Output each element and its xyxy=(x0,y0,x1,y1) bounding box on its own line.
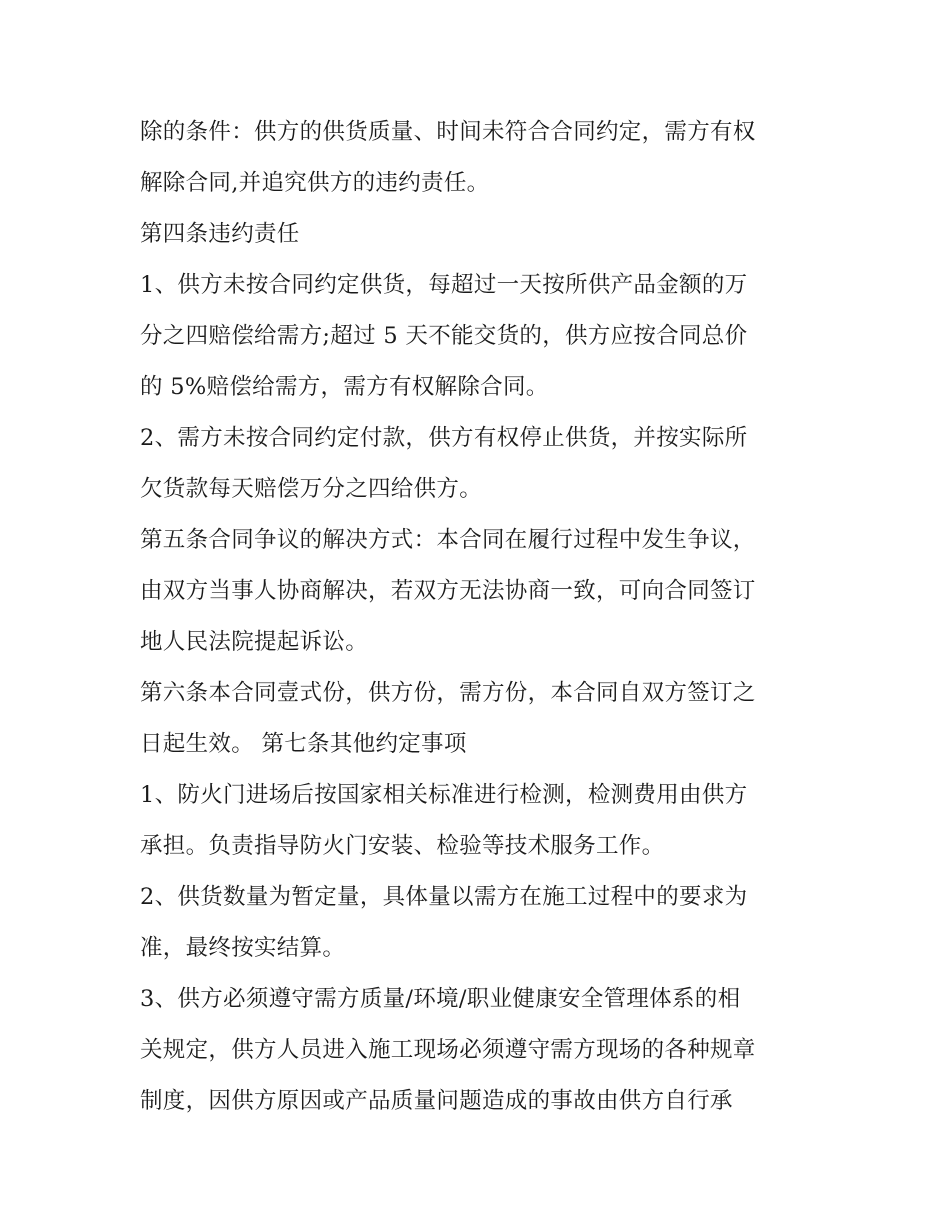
text-line: 第六条本合同壹式份，供方份，需方份，本合同自双方签订之 xyxy=(140,680,756,706)
text-line: 由双方当事人协商解决，若双方无法协商一致，可向合同签订 xyxy=(140,578,756,604)
text-line: 地人民法院提起诉讼。 xyxy=(140,629,369,655)
text-line: 制度，因供方原因或产品质量问题造成的事故由供方自行承 xyxy=(140,1088,733,1114)
text-line: 分之四赔偿给需方;超过 5 天不能交货的，供方应按合同总价 xyxy=(140,323,748,349)
text-line: 2、供货数量为暂定量，具体量以需方在施工过程中的要求为 xyxy=(140,884,748,910)
text-line: 日起生效。 第七条其他约定事项 xyxy=(140,731,467,757)
text-line: 1、供方未按合同约定供货，每超过一天按所供产品金额的万 xyxy=(140,272,748,298)
text-line: 第五条合同争议的解决方式：本合同在履行过程中发生争议， xyxy=(140,527,756,553)
text-line: 承担。负责指导防火门安装、检验等技术服务工作。 xyxy=(140,833,665,859)
section-heading: 第四条违约责任 xyxy=(140,221,300,247)
text-line: 除的条件：供方的供货质量、时间未符合合同约定，需方有权 xyxy=(140,119,756,145)
text-line: 关规定，供方人员进入施工现场必须遵守需方现场的各种规章 xyxy=(140,1037,756,1063)
text-line: 3、供方必须遵守需方质量/环境/职业健康安全管理体系的相 xyxy=(140,986,741,1012)
text-line: 的 5%赔偿给需方，需方有权解除合同。 xyxy=(140,374,549,400)
text-line: 欠货款每天赔偿万分之四给供方。 xyxy=(140,476,483,502)
text-line: 1、防火门进场后按国家相关标准进行检测，检测费用由供方 xyxy=(140,782,748,808)
document-body xyxy=(140,107,815,1127)
text-line: 准，最终按实结算。 xyxy=(140,935,346,961)
text-line: 2、需方未按合同约定付款，供方有权停止供货，并按实际所 xyxy=(140,425,748,451)
text-line: 解除合同,并追究供方的违约责任。 xyxy=(140,170,490,196)
